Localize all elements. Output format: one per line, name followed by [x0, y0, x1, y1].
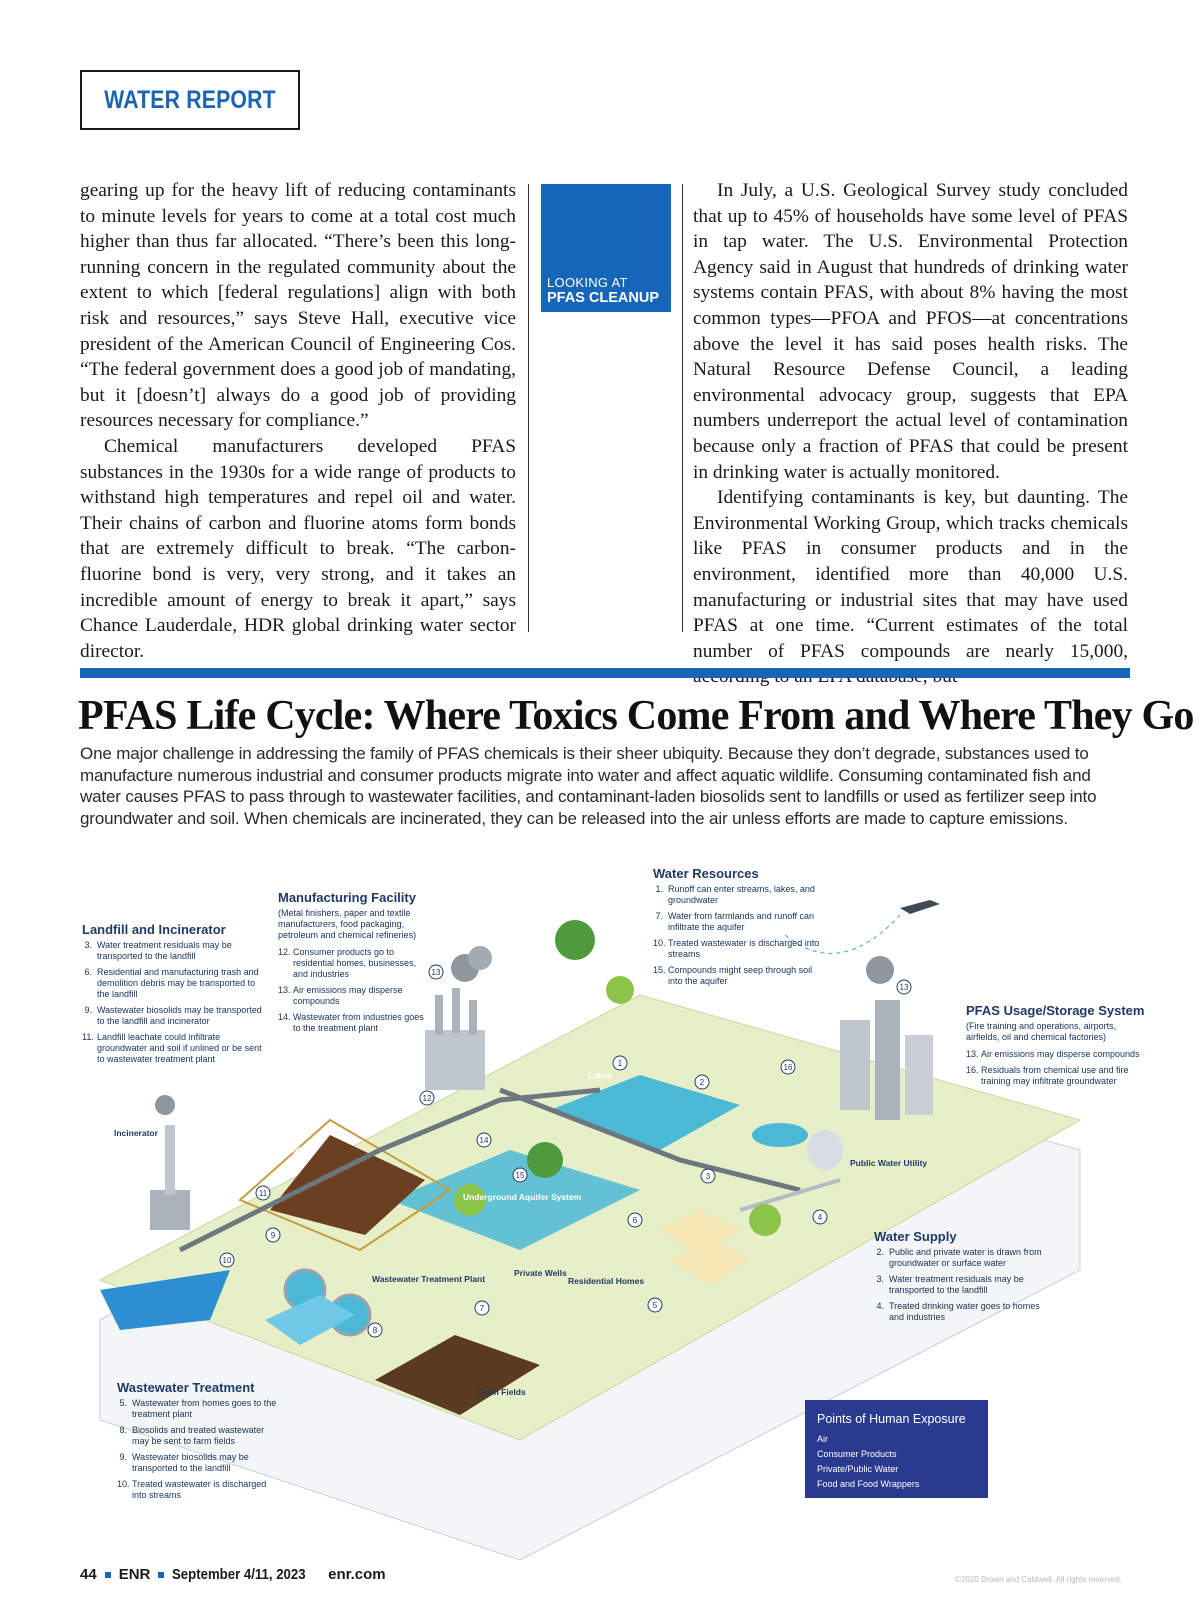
- svg-text:10: 10: [222, 1256, 232, 1265]
- marker-8: [368, 1323, 382, 1337]
- label-landfill: Landfill: [280, 1145, 311, 1155]
- panel-title: Wastewater Treatment: [117, 1380, 255, 1395]
- exposure-box: [805, 1400, 988, 1498]
- paragraph: Chemical manufacturers developed PFAS substances in the 1930s for a wide range of products to withstand high temperatures and repel oil and water. Their chains of carbon and fluorine atoms form bonds that are extremely difficult to break. “The carbon-fluorine bond is very, very strong, and it takes an incredible amount of energy to break it apart,” says Chance Lauderdale, HDR global drinking water sector director.: [80, 435, 516, 662]
- factory-stack: [469, 1000, 477, 1035]
- label-farm: Farm Fields: [478, 1387, 526, 1397]
- marker-6: [628, 1213, 642, 1227]
- list-item: 3. Water treatment residuals may be transported to the landfill: [876, 1274, 1024, 1295]
- promo-kicker: LOOKING AT: [547, 275, 628, 290]
- svg-text:7: 7: [479, 1304, 485, 1313]
- list-item: 4. Treated drinking water goes to homes and industries: [876, 1301, 1040, 1322]
- list-item: 9. Wastewater biosolids may be transported to the landfill: [119, 1452, 249, 1473]
- incinerator-stack: [165, 1125, 175, 1195]
- list-item: 9. Wastewater biosolids may be transported to the landfill and incinerator: [84, 1005, 262, 1026]
- list-item: 7. Water from farmlands and runoff can infiltrate the aquifer: [655, 911, 815, 932]
- paragraph: In July, a U.S. Geological Survey study concluded that up to 45% of households have some level of PFAS in tap water. The U.S. Environmental Protection Agency said in August that hundreds of drinking water systems contain PFAS, with about 8% having the most common types—PFOA and PFOS—at concentrations above the level it has said poses health risks. The Natural Resource Defense Council, a leading environmental advocacy group, suggests that EPA numbers underreport the actual level of contamination because only a fraction of PFAS that could be present in drinking water is actually monitored.: [693, 180, 1128, 483]
- tree-icon: [555, 920, 595, 960]
- svg-text:14: 14: [479, 1136, 489, 1145]
- exposure-item: Air: [817, 1434, 828, 1444]
- incinerator-building: [150, 1190, 190, 1230]
- exposure-item: Private/Public Water: [817, 1464, 899, 1474]
- section-tag: [80, 70, 300, 130]
- tree-icon: [527, 1142, 563, 1178]
- exposure-item: Consumer Products: [817, 1449, 897, 1459]
- marker-7: [475, 1301, 489, 1315]
- svg-text:2: 2: [699, 1078, 705, 1087]
- utility-dome: [807, 1130, 843, 1170]
- panel-title: Water Resources: [653, 866, 759, 881]
- svg-text:1: 1: [617, 1059, 623, 1068]
- label-private-wells: Private Wells: [514, 1268, 567, 1278]
- utility-tank: [752, 1123, 808, 1147]
- marker-9: [266, 1228, 280, 1242]
- svg-text:3: 3: [705, 1172, 711, 1181]
- svg-text:6: 6: [632, 1216, 638, 1225]
- marker-12: [420, 1091, 434, 1105]
- svg-text:8: 8: [372, 1326, 378, 1335]
- smoke-icon: [155, 1095, 175, 1115]
- list-item: 13. Air emissions may disperse compounds: [278, 985, 403, 1006]
- panel-title: Manufacturing Facility: [278, 890, 416, 905]
- smoke-icon: [468, 946, 492, 970]
- copyright: ©2020 Brown and Caldwell. All rights reserved.: [955, 1575, 1122, 1584]
- factory-stack: [452, 988, 460, 1033]
- marker-1: [613, 1056, 627, 1070]
- list-item: 3. Water treatment residuals may be transported to the landfill: [84, 940, 232, 961]
- list-item: 6. Residential and manufacturing trash and demolition debris may be transported to the landfill: [84, 967, 259, 999]
- panel-manufacturing: [278, 890, 426, 1039]
- marker-13: [897, 980, 911, 994]
- folio: [80, 1566, 386, 1583]
- marker-15: [513, 1168, 527, 1182]
- list-item: 8. Biosolids and treated wastewater may be sent to farm fields: [119, 1425, 265, 1446]
- panel-title: Water Supply: [874, 1229, 957, 1244]
- list-item: 12. Consumer products go to residential homes, businesses, and industries: [278, 947, 417, 979]
- marker-3: [701, 1169, 715, 1183]
- marker-4: [813, 1210, 827, 1224]
- svg-text:4: 4: [817, 1213, 823, 1222]
- panel-water-resources: [653, 866, 823, 992]
- marker-11: [256, 1186, 270, 1200]
- label-utility: Public Water Utility: [850, 1158, 928, 1168]
- panel-subtitle: (Metal finishers, paper and textile manufacturers, food packaging, petroleum and chemical refineries): [278, 908, 417, 940]
- page-number: 44: [80, 1566, 97, 1583]
- svg-text:11: 11: [258, 1189, 268, 1198]
- column-divider: [682, 184, 683, 632]
- factory-stack: [435, 995, 443, 1035]
- paragraph: gearing up for the heavy lift of reducing contaminants to minute levels for years to come at a total cost much higher than thus far allocated. “There’s been this long-running concern in the regulated community about the extent to which [federal regulations] align with both risk and resources,” says Steve Hall, executive vice president of the American Council of Engineering Cos. “The federal government does a good job of mandating, but it [doesn’t] always do a good job of providing resources necessary for compliance.”: [80, 180, 516, 432]
- marker-13: [429, 965, 443, 979]
- promo-title: PFAS CLEANUP: [547, 290, 659, 306]
- article-column-left: [80, 178, 516, 664]
- list-item: 16. Residuals from chemical use and fire training may infiltrate groundwater: [966, 1065, 1129, 1086]
- exposure-title: Points of Human Exposure: [817, 1412, 966, 1426]
- column-divider: [528, 184, 529, 632]
- tree-icon: [606, 976, 634, 1004]
- section-label: WATER REPORT: [104, 85, 276, 114]
- city-building: [840, 1020, 870, 1110]
- city-building: [905, 1035, 933, 1115]
- tree-icon: [749, 1204, 781, 1236]
- label-wwtp: Wastewater Treatment Plant: [372, 1274, 486, 1284]
- svg-text:13: 13: [899, 983, 909, 992]
- panel-water-supply: [874, 1229, 1054, 1328]
- separator-square: [105, 1572, 111, 1578]
- airplane-icon: [900, 900, 940, 914]
- label-homes: Residential Homes: [568, 1276, 645, 1286]
- list-item: 14. Wastewater from industries goes to the treatment plant: [278, 1012, 424, 1033]
- panel-landfill: [82, 922, 262, 1070]
- svg-text:9: 9: [270, 1231, 276, 1240]
- exposure-item: Food and Food Wrappers: [817, 1479, 920, 1489]
- smoke-icon: [866, 956, 894, 984]
- marker-14: [477, 1133, 491, 1147]
- marker-2: [695, 1075, 709, 1089]
- panel-title: Landfill and Incinerator: [82, 922, 226, 937]
- list-item: 15. Compounds might seep through soil into the aquifer: [653, 965, 813, 986]
- site-link[interactable]: enr.com: [328, 1566, 386, 1583]
- paragraph: Identifying contaminants is key, but daunting. The Environmental Working Group, which tracks chemicals like PFAS in consumer products and in the environment, identified more than 40,000 U.S. manufacturing or industrial sites that may have used PFAS at one time. “Current estimates of the total number of PFAS compounds are nearly 15,000,: [693, 487, 1128, 662]
- label-lakes: Lakes: [588, 1070, 613, 1080]
- article-column-right: [693, 178, 1128, 690]
- svg-text:5: 5: [652, 1301, 658, 1310]
- separator-square: [158, 1572, 164, 1578]
- list-item: 10. Treated wastewater is discharged into streams: [117, 1479, 267, 1500]
- marker-16: [781, 1060, 795, 1074]
- panel-title: PFAS Usage/Storage System: [966, 1003, 1145, 1018]
- svg-text:16: 16: [783, 1063, 793, 1072]
- list-item: 13. Air emissions may disperse compounds: [966, 1049, 1140, 1059]
- publication-name: ENR: [118, 1566, 151, 1583]
- issue-date: September 4/11, 2023: [172, 1566, 306, 1583]
- panel-usage-storage: [966, 1003, 1151, 1092]
- label-incinerator: Incinerator: [114, 1128, 158, 1138]
- list-item: 11. Landfill leachate could infiltrate groundwater and soil if unlined or be sent to wastewater treatment plant: [82, 1032, 262, 1064]
- list-item: 2. Public and private water is drawn from groundwater or surface water: [876, 1247, 1042, 1268]
- graphic-top-rule: [80, 668, 1130, 678]
- panel-subtitle: (Fire training and operations, airports, airfields, oil and chemical factories): [966, 1021, 1117, 1042]
- panel-wastewater: [117, 1380, 277, 1506]
- marker-5: [648, 1298, 662, 1312]
- graphic-dek: One major challenge in addressing the family of PFAS chemicals is their sheer ubiquity. Because they don’t degrade, substances used to manufacture numerous industrial and consumer products migrate into water and affect aquatic wildlife. Consuming contaminated fish and water causes PFAS to pass through to wastewater facilities, and contaminant-laden biosolids sent to landfills or used as fertilizer seep into groundwater and soil. When chemicals are incinerated, they can be released into the air unless efforts are made to capture emissions.: [80, 744, 1097, 828]
- promo-box[interactable]: [541, 184, 671, 312]
- svg-text:12: 12: [422, 1094, 432, 1103]
- graphic-headline: PFAS Life Cycle: Where Toxics Come From and Where They Go: [78, 693, 1194, 739]
- label-aquifer: Underground Aquifer System: [463, 1192, 582, 1202]
- list-item: 1. Runoff can enter streams, lakes, and groundwater: [655, 884, 815, 905]
- list-item: 10. Treated wastewater is discharged into streams: [653, 938, 820, 959]
- city-building: [875, 1000, 900, 1120]
- list-item: 5. Wastewater from homes goes to the treatment plant: [119, 1398, 277, 1419]
- svg-text:15: 15: [515, 1171, 525, 1180]
- svg-text:13: 13: [431, 968, 441, 977]
- factory-building: [425, 1030, 485, 1090]
- marker-10: [220, 1253, 234, 1267]
